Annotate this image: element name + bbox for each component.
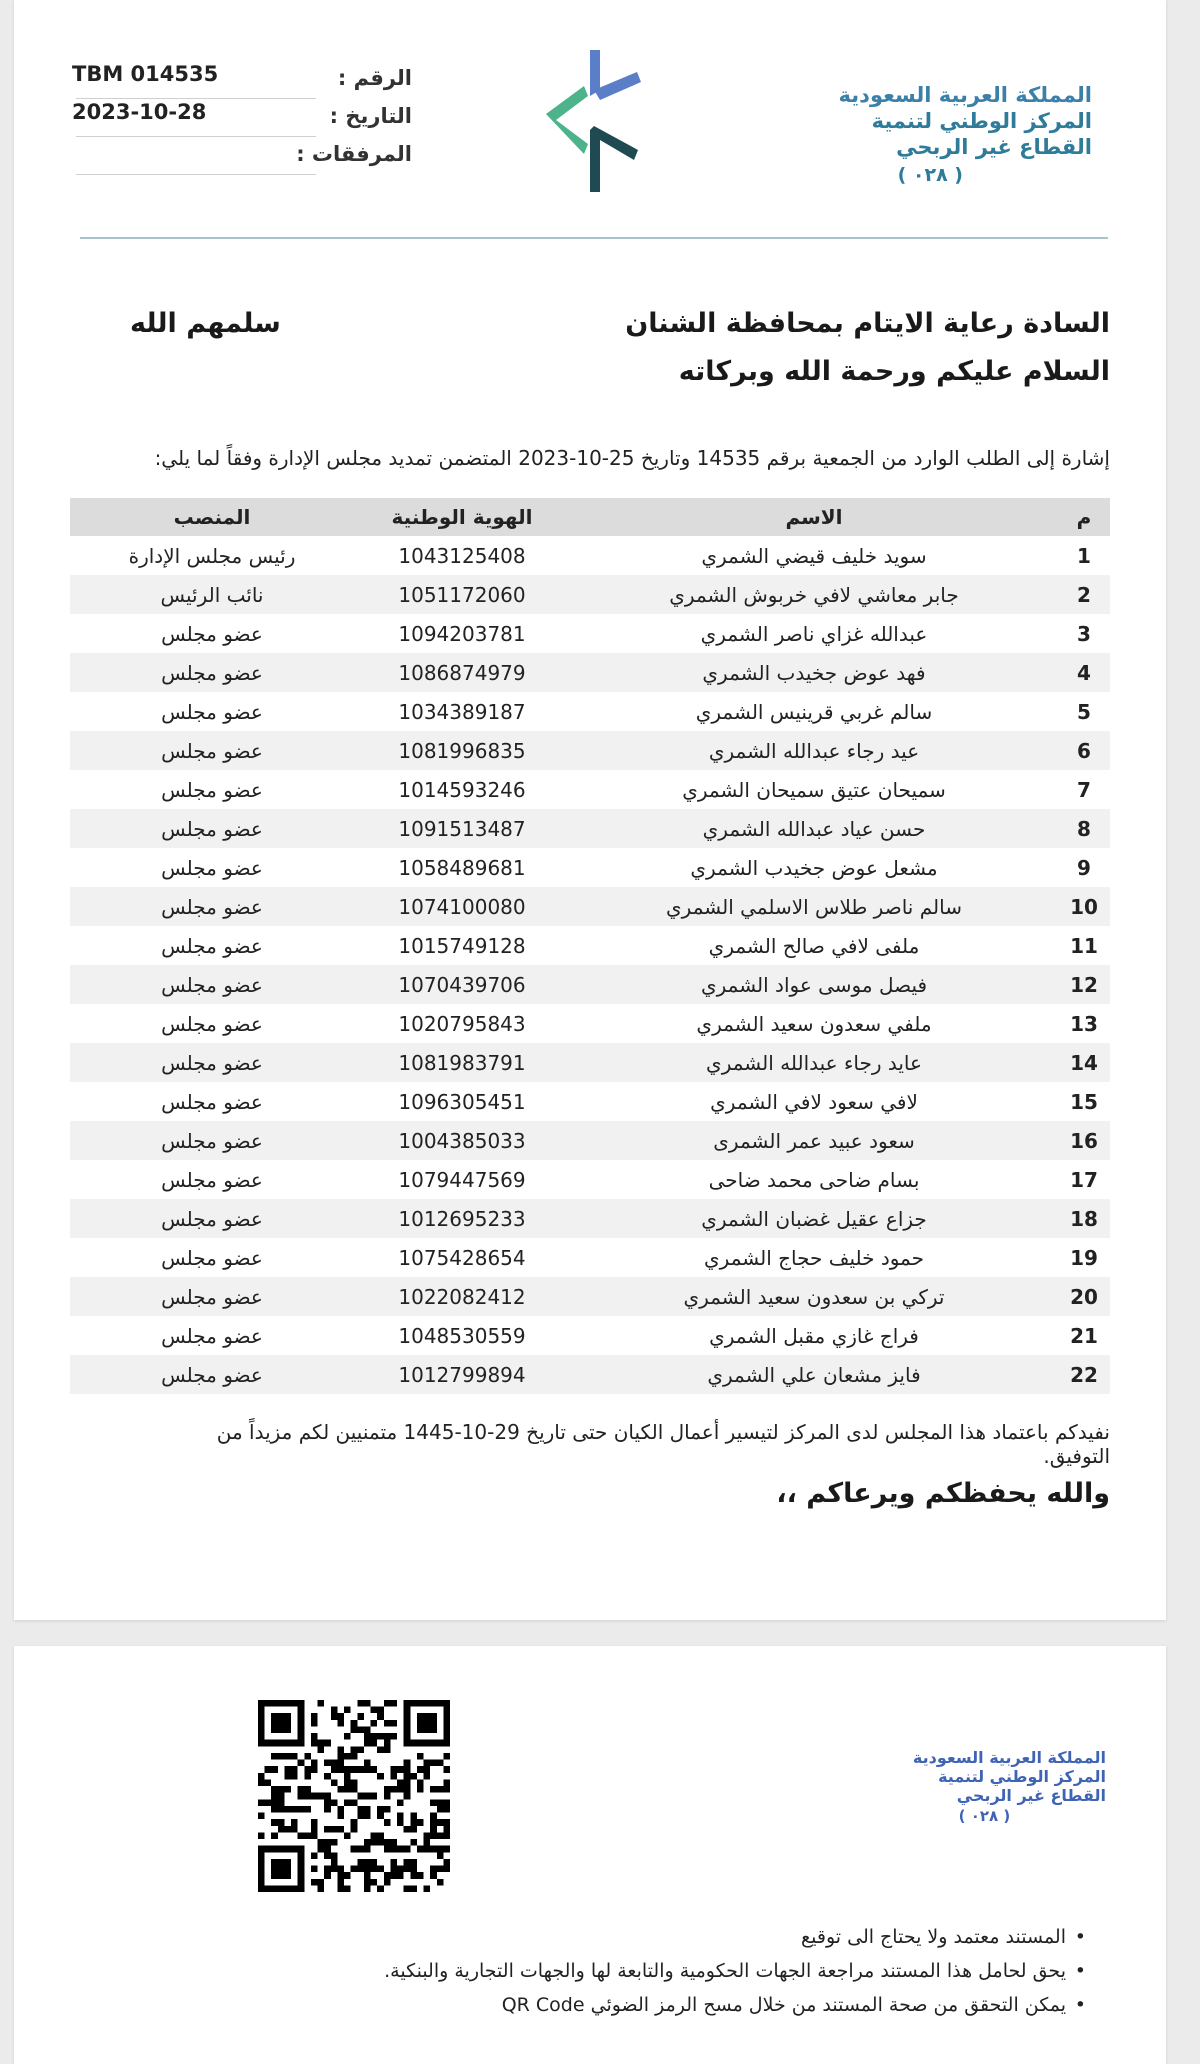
table-row [70, 1004, 1110, 1043]
letter-page [14, 0, 1166, 1620]
table-row [70, 965, 1110, 1004]
note-item: • يمكن التحقق من صحة المستند من خلال مسح الرمز الضوئي QR Code [384, 1994, 1086, 2028]
table-row [70, 731, 1110, 770]
member-position: عضو مجلس [161, 1050, 263, 1075]
member-national-id: 1012695233 [398, 1206, 526, 1231]
footer-org-line-1: المملكة العربية السعودية [912, 1748, 1106, 1767]
date-row [72, 96, 412, 134]
intro-paragraph: إشارة إلى الطلب الوارد من الجمعية برقم 14535 وتاريخ 25-10-2023 المتضمن تمديد مجلس الإدارة وفقاً لما يلي: [154, 446, 1110, 470]
member-position: عضو مجلس [161, 1011, 263, 1036]
member-position: نائب الرئيس [160, 582, 264, 607]
table-row [70, 1277, 1110, 1316]
row-number: 4 [1077, 660, 1091, 685]
member-position: عضو مجلس [161, 1089, 263, 1114]
header-national-id: الهوية الوطنية [391, 505, 533, 529]
member-position: عضو مجلس [161, 738, 263, 763]
member-position: عضو مجلس [161, 972, 263, 997]
member-position: عضو مجلس [161, 1362, 263, 1387]
footer-org-name-block [913, 1748, 1106, 1827]
attachments-label: المرفقات : [296, 142, 412, 166]
member-national-id: 1086874979 [398, 660, 526, 685]
table-row [70, 809, 1110, 848]
footer-org-line-4: ( ٠٢٨ ) [958, 1807, 1011, 1825]
member-position: عضو مجلس [161, 699, 263, 724]
row-number: 22 [1070, 1362, 1098, 1387]
member-position: عضو مجلس [161, 1206, 263, 1231]
member-name: سعود عبيد عمر الشمرى [713, 1128, 915, 1153]
member-name: سويد خليف قيضي الشمري [701, 543, 927, 568]
row-number: 12 [1070, 972, 1098, 997]
signoff: والله يحفظكم ويرعاكم ،، [776, 1478, 1110, 1509]
header-name: الاسم [785, 505, 843, 529]
table-row [70, 1121, 1110, 1160]
member-national-id: 1094203781 [398, 621, 526, 646]
table-row [70, 1160, 1110, 1199]
member-position: عضو مجلس [161, 1167, 263, 1192]
member-position: عضو مجلس [161, 894, 263, 919]
member-national-id: 1079447569 [398, 1167, 526, 1192]
org-name-block [839, 82, 1092, 188]
row-number: 15 [1070, 1089, 1098, 1114]
table-row [70, 1199, 1110, 1238]
greeting: السلام عليكم ورحمة الله وبركاته [678, 356, 1110, 387]
member-position: عضو مجلس [161, 621, 263, 646]
member-name: جزاع عقيل غضبان الشمري [701, 1206, 927, 1231]
member-name: عبدالله غزاي ناصر الشمري [700, 621, 928, 646]
row-number: 1 [1077, 543, 1091, 568]
row-number: 3 [1077, 621, 1091, 646]
member-position: عضو مجلس [161, 777, 263, 802]
member-position: عضو مجلس [161, 855, 263, 880]
table-row [70, 1316, 1110, 1355]
reference-number-row [72, 58, 412, 96]
row-number: 14 [1070, 1050, 1098, 1075]
footer-org-line-2: المركز الوطني لتنمية [938, 1767, 1106, 1786]
row-number: 19 [1070, 1245, 1098, 1270]
row-number: 20 [1070, 1284, 1098, 1309]
table-row [70, 1043, 1110, 1082]
member-position: عضو مجلس [161, 1284, 263, 1309]
attachments-underline [76, 174, 316, 175]
verification-page [14, 1646, 1166, 2064]
verification-notes [384, 1926, 1086, 2028]
row-number: 5 [1077, 699, 1091, 724]
member-position: رئيس مجلس الإدارة [128, 543, 296, 568]
member-national-id: 1020795843 [398, 1011, 526, 1036]
member-national-id: 1014593246 [398, 777, 526, 802]
member-position: عضو مجلس [161, 816, 263, 841]
member-position: عضو مجلس [161, 660, 263, 685]
footer-org-line-3: القطاع غير الربحي [956, 1786, 1106, 1805]
member-position: عضو مجلس [161, 933, 263, 958]
row-number: 2 [1077, 582, 1091, 607]
member-name: مشعل عوض جخيدب الشمري [690, 855, 938, 880]
table-row [70, 1082, 1110, 1121]
table-row [70, 848, 1110, 887]
addressee: السادة رعاية الايتام بمحافظة الشنان [625, 308, 1110, 339]
date-label: التاريخ : [329, 104, 412, 128]
table-header-row [70, 498, 1110, 536]
member-name: سالم ناصر طلاس الاسلمي الشمري [666, 894, 962, 919]
member-name: فراج غازي مقبل الشمري [709, 1323, 919, 1348]
qr-code-icon [258, 1700, 450, 1892]
member-name: ملفى لافي صالح الشمري [708, 933, 920, 958]
member-national-id: 1015749128 [398, 933, 526, 958]
salutation: سلمهم الله [130, 308, 281, 339]
row-number: 6 [1077, 738, 1091, 763]
row-number: 10 [1070, 894, 1098, 919]
org-line-3: القطاع غير الربحي [896, 135, 1092, 159]
member-position: عضو مجلس [161, 1128, 263, 1153]
attachments-row [72, 134, 412, 172]
board-members-table [70, 498, 1110, 1394]
header-number: م [1076, 505, 1092, 529]
header-divider [80, 237, 1108, 239]
table-row [70, 887, 1110, 926]
table-row [70, 614, 1110, 653]
letter-meta [72, 58, 412, 172]
member-national-id: 1048530559 [398, 1323, 526, 1348]
table-row [70, 536, 1110, 575]
member-name: ملفي سعدون سعيد الشمري [696, 1011, 932, 1036]
org-line-4: ( ٠٢٨ ) [897, 164, 963, 186]
member-national-id: 1058489681 [398, 855, 526, 880]
member-national-id: 1081996835 [398, 738, 526, 763]
table-row [70, 926, 1110, 965]
member-national-id: 1096305451 [398, 1089, 526, 1114]
member-position: عضو مجلس [161, 1323, 263, 1348]
table-row [70, 653, 1110, 692]
member-national-id: 1075428654 [398, 1245, 526, 1270]
row-number: 18 [1070, 1206, 1098, 1231]
member-name: تركي بن سعدون سعيد الشمري [683, 1284, 945, 1309]
member-national-id: 1004385033 [398, 1128, 526, 1153]
row-number: 16 [1070, 1128, 1098, 1153]
row-number: 7 [1077, 777, 1091, 802]
table-row [70, 770, 1110, 809]
row-number: 17 [1070, 1167, 1098, 1192]
row-number: 11 [1070, 933, 1098, 958]
member-name: عيد رجاء عبدالله الشمري [708, 738, 920, 763]
table-row [70, 575, 1110, 614]
date-value: 2023-10-28 [72, 100, 207, 124]
table-row [70, 1238, 1110, 1277]
row-number: 13 [1070, 1011, 1098, 1036]
member-national-id: 1012799894 [398, 1362, 526, 1387]
member-name: فهد عوض جخيدب الشمري [702, 660, 926, 685]
table-row [70, 1355, 1110, 1394]
closing-paragraph: نفيدكم باعتماد هذا المجلس لدى المركز لتيسير أعمال الكيان حتى تاريخ 29-10-1445 متمنيين لكم مزيداً من التوفيق. [216, 1420, 1110, 1468]
row-number: 8 [1077, 816, 1091, 841]
member-national-id: 1022082412 [398, 1284, 526, 1309]
member-name: جابر معاشي لافي خربوش الشمري [669, 582, 959, 607]
member-name: حمود خليف حجاج الشمري [704, 1245, 924, 1270]
member-national-id: 1070439706 [398, 972, 526, 997]
ncnp-logo-icon [534, 46, 654, 196]
note-item: • يحق لحامل هذا المستند مراجعة الجهات الحكومية والتابعة لها والجهات التجارية والبنكية. [384, 1960, 1086, 1994]
header-position: المنصب [173, 505, 251, 529]
reference-number-value: TBM 014535 [72, 62, 219, 86]
member-national-id: 1034389187 [398, 699, 526, 724]
member-national-id: 1051172060 [398, 582, 526, 607]
member-name: لافي سعود لافي الشمري [710, 1089, 918, 1114]
member-name: فايز مشعان علي الشمري [707, 1362, 921, 1387]
member-national-id: 1074100080 [398, 894, 526, 919]
org-line-1: المملكة العربية السعودية [838, 83, 1092, 107]
member-name: سميحان عتيق سميحان الشمري [682, 777, 946, 802]
member-name: سالم غربي قرينيس الشمري [695, 699, 933, 724]
member-national-id: 1091513487 [398, 816, 526, 841]
member-name: فيصل موسى عواد الشمري [700, 972, 928, 997]
member-national-id: 1081983791 [398, 1050, 526, 1075]
note-item: • المستند معتمد ولا يحتاج الى توقيع [384, 1926, 1086, 1960]
member-name: عايد رجاء عبدالله الشمري [706, 1050, 922, 1075]
member-name: حسن عياد عبدالله الشمري [702, 816, 926, 841]
member-name: بسام ضاحى محمد ضاحى [708, 1167, 920, 1192]
table-row [70, 692, 1110, 731]
member-national-id: 1043125408 [398, 543, 526, 568]
org-line-2: المركز الوطني لتنمية [871, 109, 1092, 133]
member-position: عضو مجلس [161, 1245, 263, 1270]
row-number: 21 [1070, 1323, 1098, 1348]
row-number: 9 [1077, 855, 1091, 880]
reference-number-label: الرقم : [337, 66, 412, 90]
